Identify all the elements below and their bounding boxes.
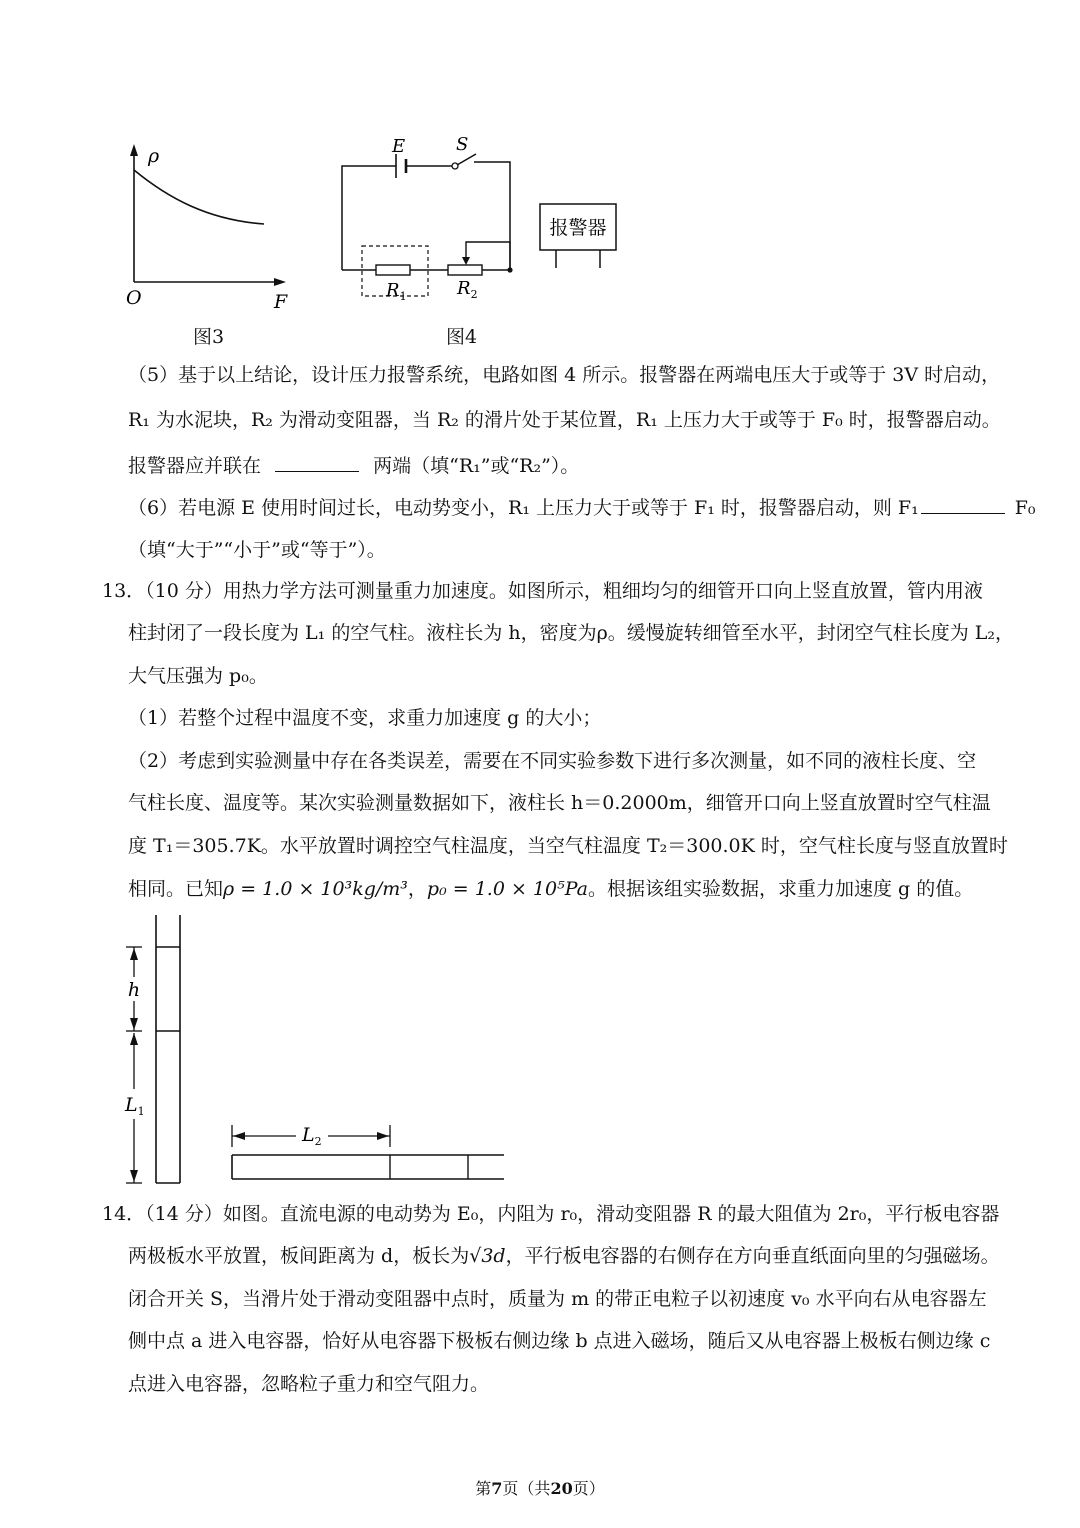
q13-line8-text-a: 相同。已知 (128, 878, 224, 900)
r1-label: $R_1$ (386, 280, 407, 303)
q12-part5-line3 (128, 451, 579, 479)
switch-contact (452, 163, 458, 169)
q12-part5-text-before-blank: 报警器应并联在 (128, 455, 262, 477)
footer-pre: 第 (475, 1479, 492, 1498)
q13-line2: 柱封闭了一段长度为 L₁ 的空气柱。液柱长为 h，密度为ρ。缓慢旋转细管至水平，封闭空气柱长度为 L₂， (128, 622, 1015, 644)
rho-f-curve (134, 170, 264, 224)
page-number: 7 (491, 1479, 503, 1498)
x-axis-label: F (274, 291, 288, 313)
alarm-label: 报警器 (549, 217, 607, 239)
figure-3-graph (118, 138, 298, 318)
h-label: h (127, 979, 141, 1001)
q14-line1: 14．（14 分）如图。直流电源的电动势为 E₀，内阻为 r₀，滑动变阻器 R 的最大阻值为 2r₀，平行板电容器 (102, 1203, 1000, 1225)
q13-p0-value: p₀ = 1.0 × 10⁵Pa (426, 878, 588, 900)
q12-part6-line1 (128, 493, 1036, 521)
q12-part5-line1: （5）基于以上结论，设计压力报警系统，电路如图 4 所示。报警器在两端电压大于或等于 3V 时启动， (128, 364, 1001, 386)
q13-line6: 气柱长度、温度等。某次实验测量数据如下，液柱长 h＝0.2000m，细管开口向上竖直放置时空气柱温 (128, 792, 991, 814)
x-axis-arrow (274, 278, 286, 286)
q12-part6-text-after-blank: F₀ (1014, 497, 1036, 519)
q12-part5-answer-blank[interactable] (275, 451, 359, 472)
resistor-r1 (376, 265, 410, 275)
total-pages: 20 (550, 1479, 573, 1498)
q14-plate-length: √3d (469, 1245, 506, 1267)
figure-4-circuit (334, 132, 624, 312)
origin-label: O (126, 287, 142, 309)
r2-label: $R_2$ (457, 278, 478, 301)
footer-mid: 页（共 (502, 1479, 551, 1498)
switch-label: S (456, 134, 469, 155)
slider-arrow (462, 257, 470, 265)
q14-line2 (128, 1243, 1000, 1269)
q12-part5-line2: R₁ 为水泥块，R₂ 为滑动变阻器，当 R₂ 的滑片处于某位置，R₁ 上压力大于或等于 F₀ 时，报警器启动。 (128, 409, 1001, 431)
circuit-wire-right (474, 162, 510, 270)
l1-arrow-up (130, 1033, 138, 1045)
q12-part6-line2: （填“大于”“小于”或“等于”）。 (128, 539, 386, 561)
q13-line4: （1）若整个过程中温度不变，求重力加速度 g 的大小； (128, 707, 602, 729)
switch-blade (457, 154, 476, 165)
q14-line2-text-a: 两极板水平放置，板间距离为 d，板长为 (128, 1245, 470, 1267)
l2-label: $L_2$ (302, 1124, 322, 1148)
q13-line5: （2）考虑到实验测量中存在各类误差，需要在不同实验参数下进行多次测量，如不同的液柱长度、空 (128, 750, 977, 772)
q14-line4: 侧中点 a 进入电容器，恰好从电容器下极板右侧边缘 b 点进入磁场，随后又从电容器上极板右侧边缘 c (128, 1330, 991, 1352)
y-axis-arrow (130, 144, 138, 156)
figure-13-tubes (112, 915, 512, 1190)
footer-post: 页） (572, 1479, 605, 1498)
page-footer (0, 1476, 1080, 1499)
q12-part5-text-after-blank: 两端（填“R₁”或“R₂”）。 (373, 455, 580, 477)
q13-line1: 13．（10 分）用热力学方法可测量重力加速度。如图所示，粗细均匀的细管开口向上竖直放置，管内用液 (102, 580, 983, 602)
q14-line2-text-b: ，平行板电容器的右侧存在方向垂直纸面向里的匀强磁场。 (505, 1245, 1000, 1267)
l1-arrow-down (130, 1170, 138, 1182)
q13-rho-value: ρ = 1.0 × 10³kg/m³ (223, 878, 408, 900)
q13-line8-sep: ， (407, 878, 427, 900)
battery-label: E (392, 136, 406, 157)
l2-arrow-left (233, 1132, 245, 1140)
q14-line3: 闭合开关 S，当滑片处于滑动变阻器中点时，质量为 m 的带正电粒子以初速度 v₀ 水平向右从电容器左 (128, 1288, 987, 1310)
q13-line3: 大气压强为 p₀。 (128, 665, 268, 687)
q12-part6-text-before-blank: （6）若电源 E 使用时间过长，电动势变小，R₁ 上压力大于或等于 F₁ 时，报警器启动，则 F₁ (128, 497, 919, 519)
figure-3-caption: 图3 (193, 326, 225, 348)
q13-line7: 度 T₁＝305.7K。水平放置时调控空气柱温度，当空气柱温度 T₂＝300.0K 时，空气柱长度与竖直放置时 (128, 835, 1008, 857)
q14-line5: 点进入电容器，忽略粒子重力和空气阻力。 (128, 1373, 490, 1395)
h-arrow-down (130, 1018, 138, 1030)
l1-label: $L_1$ (125, 1094, 145, 1118)
q13-line8 (128, 876, 973, 902)
figure-4-caption: 图4 (446, 326, 478, 348)
l2-arrow-right (377, 1132, 389, 1140)
q13-line8-text-b: 。根据该组实验数据，求重力加速度 g 的值。 (587, 878, 974, 900)
h-arrow-up (130, 948, 138, 960)
circuit-wire-left-top (342, 166, 396, 270)
q12-part6-answer-blank[interactable] (921, 493, 1005, 514)
y-axis-label: ρ (148, 145, 160, 167)
resistor-r2 (448, 265, 482, 275)
